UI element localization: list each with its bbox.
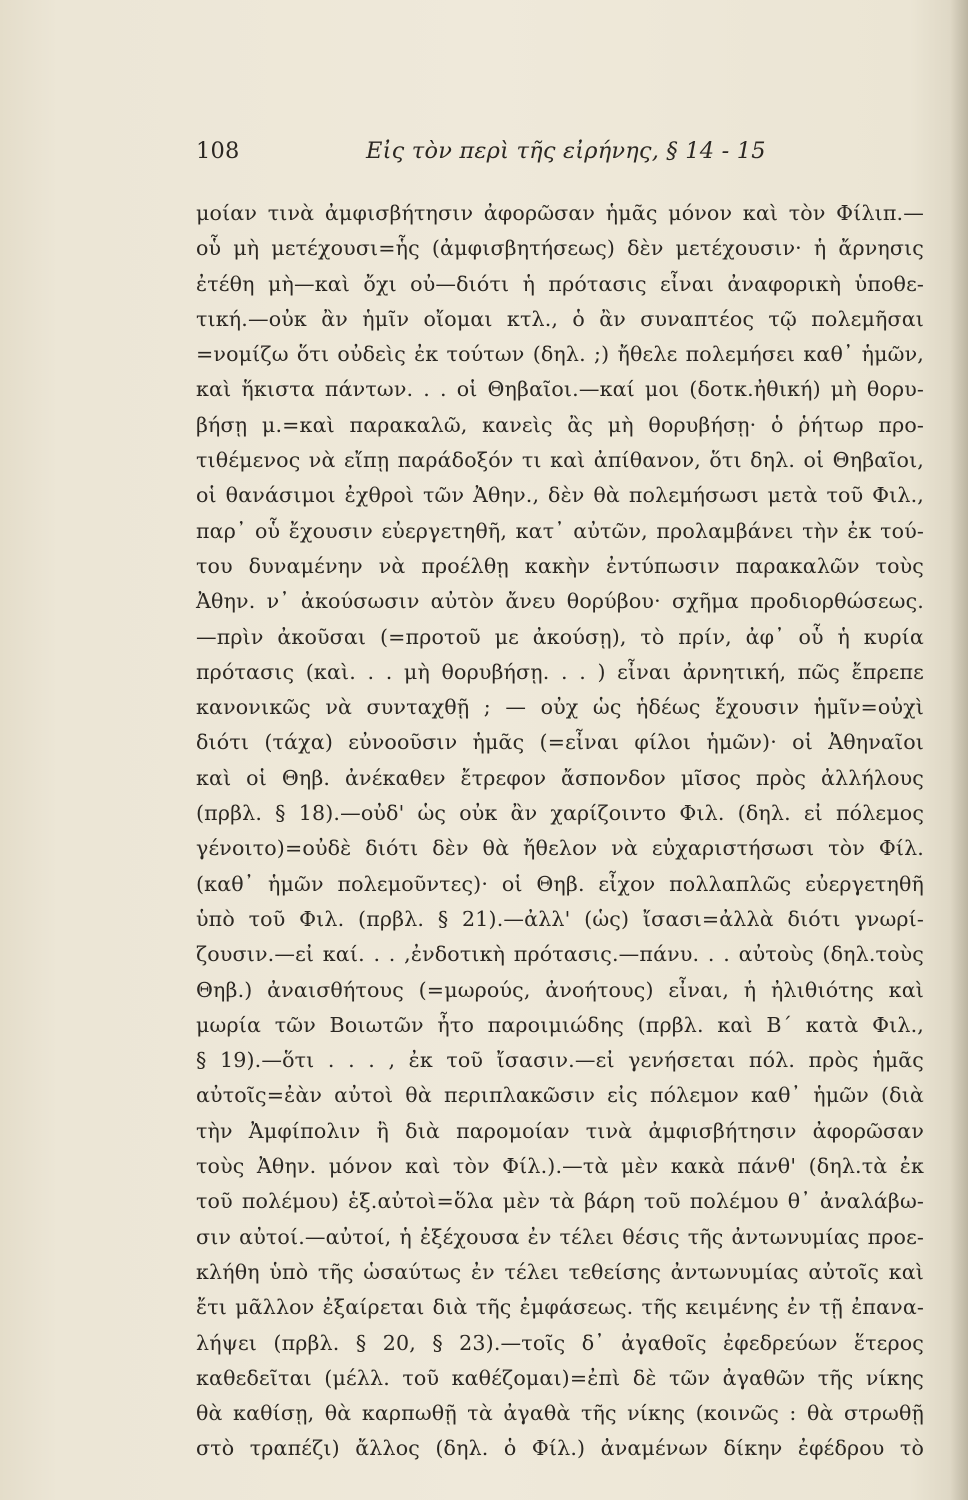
text-line: αὐτοῖς=ἐὰν αὐτοὶ θὰ περιπλακῶσιν εἰς πόλεμον καθ᾽ ἡμῶν (διὰ — [196, 1083, 924, 1108]
text-line: διότι (τάχα) εὐνοοῦσιν ἡμᾶς (=εἶναι φίλοι ἡμῶν)· οἱ Ἀθηναῖοι — [196, 730, 924, 755]
text-line: Θηβ.) ἀναισθήτους (=μωρούς, ἀνοήτους) εἶναι, ἡ ἠλιθιότης καὶ — [196, 977, 924, 1002]
text-line: πρότασις (καὶ. . . μὴ θορυβήσῃ. . . ) εἶναι ἀρνητική, πῶς ἔπρεπε — [196, 659, 924, 684]
text-line: τὴν Ἀμφίπολιν ἢ διὰ παρομοίαν τινὰ ἀμφισβήτησιν ἀφορῶσαν — [196, 1118, 924, 1143]
text-line: τιθέμενος νὰ εἴπῃ παράδοξόν τι καὶ ἀπίθανον, ὅτι δηλ. οἱ Θηβαῖοι, — [196, 448, 924, 473]
text-line: οὗ μὴ μετέχουσι=ἧς (ἀμφισβητήσεως) δὲν μετέχουσιν· ἡ ἄρνησις — [196, 236, 924, 261]
text-line: (πρβλ. § 18).—οὐδ' ὡς οὐκ ἂν χαρίζοιντο Φιλ. (δηλ. εἰ πόλεμος — [196, 801, 924, 826]
text-line: § 19).—ὅτι . . . , ἐκ τοῦ ἴσασιν.—εἰ γενήσεται πόλ. πρὸς ἡμᾶς — [196, 1048, 924, 1073]
text-line: ζουσιν.—εἰ καί. . . ,ἐνδοτικὴ πρότασις.—πάνυ. . . αὐτοὺς (δηλ.τοὺς — [196, 942, 924, 967]
text-line: ἔτι μᾶλλον ἐξαίρεται διὰ τῆς ἐμφάσεως. τῆς κειμένης ἐν τῇ ἐπανα- — [196, 1295, 924, 1320]
text-line: θὰ καθίσῃ, θὰ καρπωθῇ τὰ ἀγαθὰ τῆς νίκης (κοινῶς : θὰ στρωθῇ — [196, 1401, 924, 1426]
text-line: βήσῃ μ.=καὶ παρακαλῶ, κανεὶς ἂς μὴ θορυβήσῃ· ὁ ῥήτωρ προ- — [196, 412, 924, 437]
text-line: —πρὶν ἀκοῦσαι (=προτοῦ με ἀκούσῃ), τὸ πρίν, ἀφ᾽ οὗ ἡ κυρία — [196, 624, 924, 649]
text-line: (καθ᾽ ἡμῶν πολεμοῦντες)· οἱ Θηβ. εἶχον πολλαπλῶς εὐεργετηθῆ — [196, 871, 924, 896]
text-line: τοῦ πολέμου) ἑξ.αὐτοὶ=ὅλα μὲν τὰ βάρη τοῦ πολέμου θ᾽ ἀναλάβω- — [196, 1189, 924, 1214]
text-line: τική.—οὐκ ἂν ἡμῖν οἴομαι κτλ., ὁ ἂν συναπτέος τῷ πολεμῆσαι — [196, 306, 924, 331]
text-line: καὶ ἥκιστα πάντων. . . οἱ Θηβαῖοι.—καί μοι (δοτκ.ἠθική) μὴ θορυ- — [196, 377, 924, 402]
text-line: καὶ οἱ Θηβ. ἀνέκαθεν ἔτρεφον ἄσπονδον μῖσος πρὸς ἀλλήλους — [196, 765, 924, 790]
text-line: σιν αὐτοί.—αὐτοί, ἡ ἐξέχουσα ἐν τέλει θέσις τῆς ἀντωνυμίας προε- — [196, 1224, 924, 1249]
page-edge-shadow — [950, 0, 968, 1500]
text-line: του δυναμένην νὰ προέλθῃ κακὴν ἐντύπωσιν παρακαλῶν τοὺς — [196, 553, 924, 578]
text-line: λήψει (πρβλ. § 20, § 23).—τοῖς δ᾽ ἀγαθοῖς ἐφεδρεύων ἕτερος — [196, 1330, 924, 1355]
text-line: γένοιτο)=οὐδὲ διότι δὲν θὰ ἤθελον νὰ εὐχαριστήσωσι τὸν Φίλ. — [196, 836, 924, 861]
text-line: ἐτέθη μὴ—καὶ ὄχι οὐ—διότι ἡ πρότασις εἶναι ἀναφορικὴ ὑποθε- — [196, 271, 924, 296]
text-line: Ἀθην. ν᾽ ἀκούσωσιν αὐτὸν ἄνευ θορύβου· σχῆμα προδιορθώσεως. — [196, 589, 924, 614]
text-line: καθεδεῖται (μέλλ. τοῦ καθέζομαι)=ἐπὶ δὲ τῶν ἀγαθῶν τῆς νίκης — [196, 1365, 924, 1390]
text-line: ὑπὸ τοῦ Φιλ. (πρβλ. § 21).—ἀλλ' (ὡς) ἴσασι=ἀλλὰ διότι γνωρί- — [196, 906, 924, 931]
text-line: μωρία τῶν Βοιωτῶν ἦτο παροιμιώδης (πρβλ. καὶ Β΄ κατὰ Φιλ., — [196, 1012, 924, 1037]
text-line: κανονικῶς νὰ συνταχθῇ ; — οὐχ ὡς ἡδέως ἔχουσιν ἡμῖν=οὐχὶ — [196, 695, 924, 720]
running-title: Εἰς τὸν περὶ τῆς εἰρήνης, § 14 - 15 — [366, 138, 766, 164]
text-line: κλήθη ὑπὸ τῆς ὡσαύτως ἐν τέλει τεθείσης ἀντωνυμίας αὐτοῖς καὶ — [196, 1259, 924, 1284]
text-line: μοίαν τινὰ ἀμφισβήτησιν ἀφορῶσαν ἡμᾶς μόνον καὶ τὸν Φίλιπ.— — [196, 201, 924, 225]
text-line: τοὺς Ἀθην. μόνον καὶ τὸν Φίλ.).—τὰ μὲν κακὰ πάνθ' (δηλ.τὰ ἐκ — [196, 1154, 924, 1179]
page-header — [196, 138, 796, 178]
text-line: στὸ τραπέζι) ἄλλος (δηλ. ὁ Φίλ.) ἀναμένων δίκην ἐφέδρου τὸ — [196, 1436, 924, 1461]
text-line: παρ᾽ οὗ ἔχουσιν εὐεργετηθῆ, κατ᾽ αὐτῶν, προλαμβάνει τὴν ἐκ τού- — [196, 518, 924, 543]
commentary-body — [196, 196, 924, 1467]
text-line: =νομίζω ὅτι οὐδεὶς ἐκ τούτων (δηλ. ;) ἤθελε πολεμήσει καθ᾽ ἡμῶν, — [196, 342, 924, 367]
text-line: οἱ θανάσιμοι ἐχθροὶ τῶν Ἀθην., δὲν θὰ πολεμήσωσι μετὰ τοῦ Φιλ., — [196, 483, 924, 508]
page-number: 108 — [196, 138, 240, 164]
